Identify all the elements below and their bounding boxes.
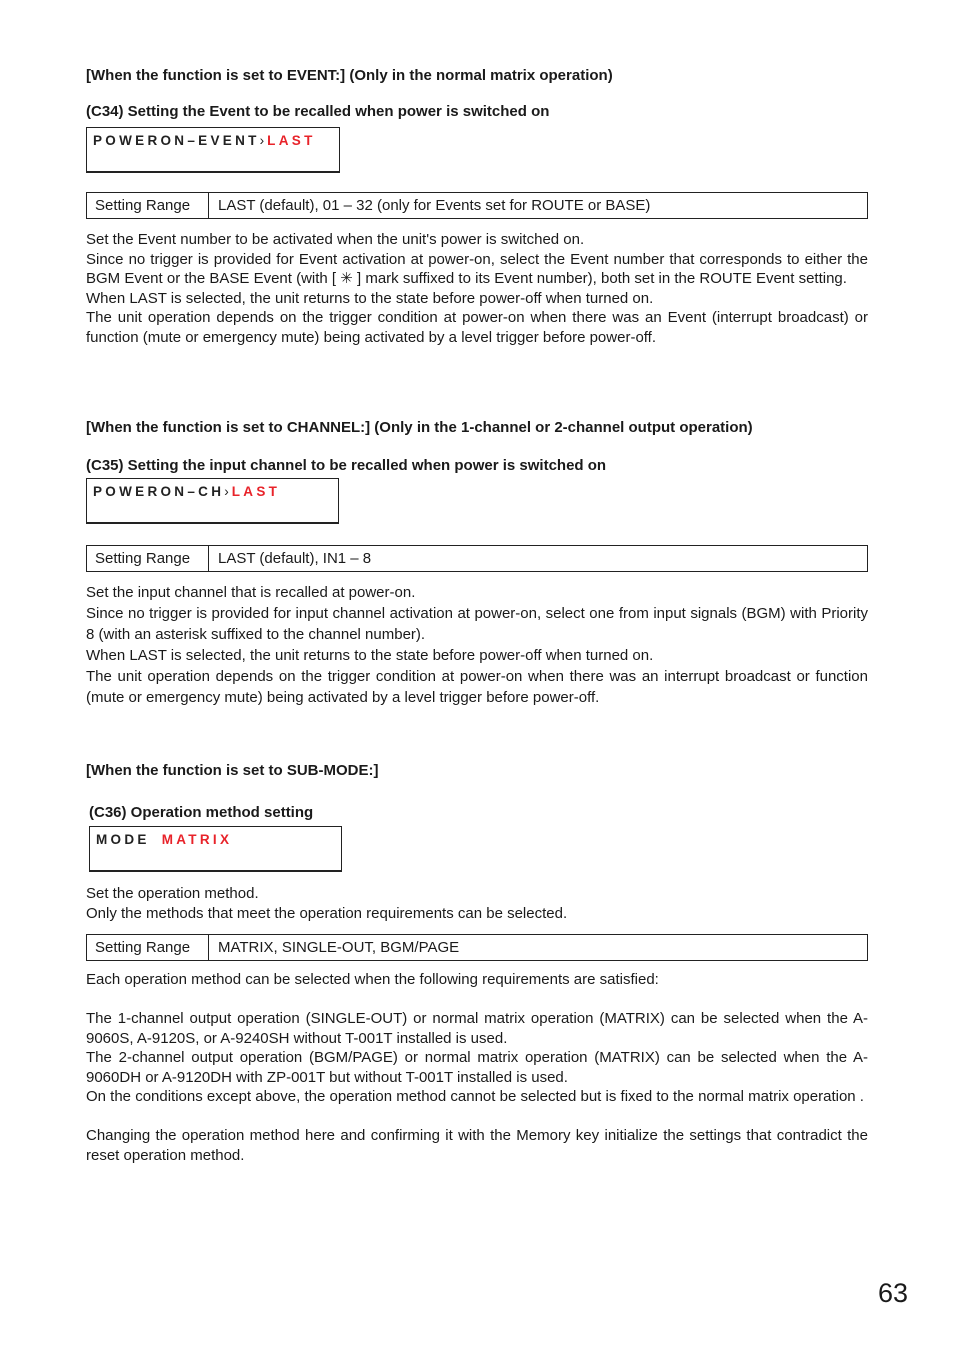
paragraph: The unit operation depends on the trigger condition at power-on when there was an Event (interrupt broadcast) or function (mute or emergency mute) being activated by a level trigger before power-off. <box>86 309 868 346</box>
arrow-right-icon: › <box>259 133 266 148</box>
paragraph: The unit operation depends on the trigger condition at power-on when there was an interrupt broadcast or function (mute or emergency mute) being activated by a level trigger before power-off. <box>86 668 868 706</box>
paragraph: Each operation method can be selected when the following requirements are satisfied: <box>86 971 659 988</box>
paragraph: The 2-channel output operation (BGM/PAGE) or normal matrix operation (MATRIX) can be selected when the A-9060DH or A-9120DH with ZP-001T but without T-001T installed is used. <box>86 1049 868 1086</box>
lcd-display-poweron-ch <box>86 478 339 524</box>
setting-range-value: LAST (default), 01 – 32 (only for Events set for ROUTE or BASE) <box>218 197 651 214</box>
c36-requirements <box>86 970 868 1165</box>
c34-title: (C34) Setting the Event to be recalled when power is switched on <box>86 103 550 120</box>
paragraph: Since no trigger is provided for input channel activation at power-on, select one from input signals (BGM) with Priority 8 (with an asterisk suffixed to the channel number). <box>86 605 868 643</box>
paragraph: Since no trigger is provided for Event activation at power-on, select the Event number that corresponds to either the BGM Event or the BASE Event (with [ ✳ ] mark suffixed to its Event number), both set in the ROUTE Event setting. <box>86 250 868 287</box>
c36-title: (C36) Operation method setting <box>89 804 314 821</box>
page-number: 63 <box>877 1278 908 1308</box>
setting-range-label: Setting Range <box>87 546 209 571</box>
lcd-value: LAST <box>267 133 316 148</box>
submode-section-heading: [When the function is set to SUB-MODE:] <box>86 762 379 779</box>
paragraph: Set the Event number to be activated when the unit's power is switched on. <box>86 231 585 248</box>
paragraph: Set the input channel that is recalled at power-on. <box>86 584 416 601</box>
paragraph: Only the methods that meet the operation requirements can be selected. <box>86 904 568 922</box>
lcd-label: POWERON–EVENT <box>93 133 260 148</box>
lcd-display-mode <box>89 826 342 872</box>
setting-range-table-c36 <box>86 934 868 961</box>
setting-range-label: Setting Range <box>87 193 209 218</box>
lcd-display-poweron-event <box>86 127 340 173</box>
channel-section-heading: [When the function is set to CHANNEL:] (Only in the 1-channel or 2-channel output operation) <box>86 419 753 436</box>
setting-range-value: LAST (default), IN1 – 8 <box>218 550 372 567</box>
c35-title: (C35) Setting the input channel to be recalled when power is switched on <box>86 457 607 474</box>
c34-description <box>86 230 868 347</box>
arrow-right-icon: › <box>224 484 230 499</box>
lcd-label: MODE <box>96 832 150 847</box>
lcd-value: LAST <box>231 484 281 499</box>
paragraph: The 1-channel output operation (SINGLE-OUT) or normal matrix operation (MATRIX) can be selected when the A-9060S, A-9120S, or A-9240SH without T-001T installed is used. <box>86 1010 868 1047</box>
setting-range-table-c34 <box>86 192 868 219</box>
setting-range-value: MATRIX, SINGLE-OUT, BGM/PAGE <box>218 939 460 956</box>
paragraph: Set the operation method. <box>86 885 259 902</box>
lcd-value: MATRIX <box>161 832 233 847</box>
c35-description <box>86 582 868 708</box>
setting-range-label: Setting Range <box>87 935 209 960</box>
c36-intro <box>86 884 868 923</box>
event-section-heading: [When the function is set to EVENT:] (Only in the normal matrix operation) <box>86 67 613 84</box>
setting-range-table-c35 <box>86 545 868 572</box>
paragraph: Changing the operation method here and confirming it with the Memory key initialize the settings that contradict the reset operation method. <box>86 1127 868 1164</box>
paragraph: When LAST is selected, the unit returns to the state before power-off when turned on. <box>86 647 654 664</box>
lcd-label: POWERON–CH <box>93 484 225 499</box>
paragraph: When LAST is selected, the unit returns to the state before power-off when turned on. <box>86 289 654 307</box>
paragraph: On the conditions except above, the operation method cannot be selected but is fixed to the normal matrix operation . <box>86 1088 864 1105</box>
